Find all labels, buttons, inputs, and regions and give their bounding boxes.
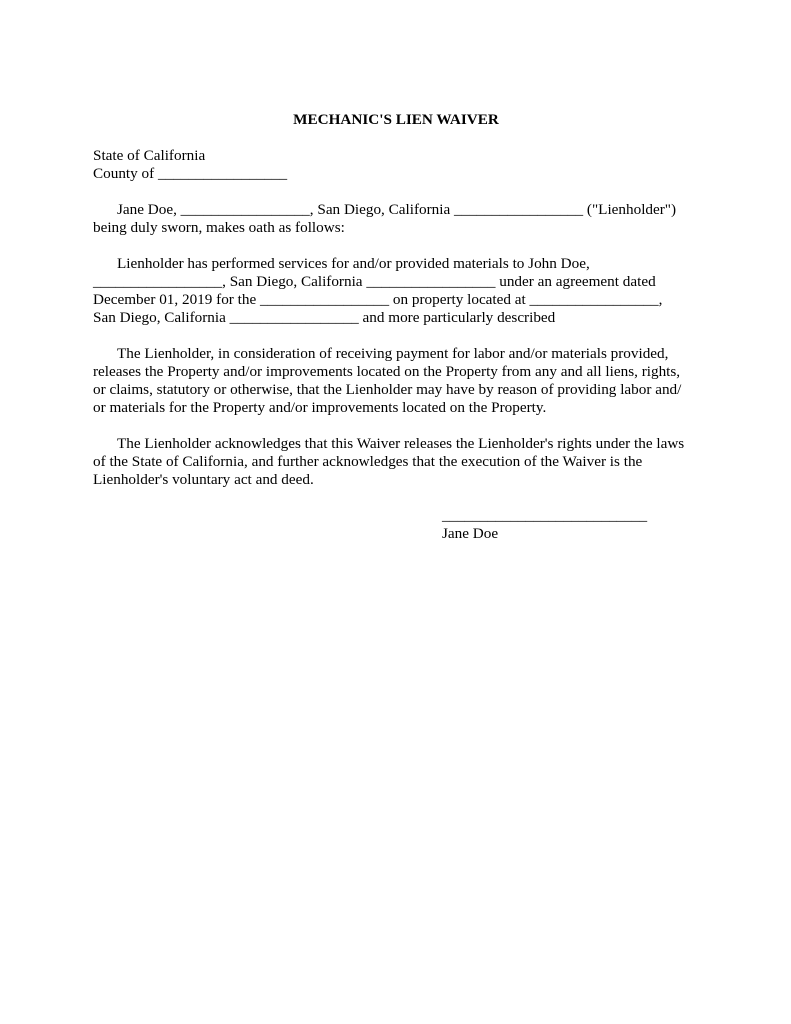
paragraph-services	[93, 255, 703, 327]
paragraph-line: Jane Doe, _________________, San Diego, California _________________ ("Lienholder")	[117, 201, 677, 218]
paragraph-line: San Diego, California _________________ and more particularly described	[93, 309, 556, 326]
paragraph-line: releases the Property and/or improvements located on the Property from any and all liens, rights,	[93, 363, 681, 380]
paragraph-line: Lienholder's voluntary act and deed.	[93, 471, 314, 488]
paragraph-acknowledgment	[93, 435, 703, 489]
signer-name: Jane Doe	[442, 525, 499, 542]
paragraph-line: being duly sworn, makes oath as follows:	[93, 219, 345, 236]
paragraph-release	[93, 345, 703, 417]
signature-line: ___________________________	[442, 507, 648, 524]
document-page	[93, 111, 703, 542]
paragraph-line: Lienholder has performed services for and/or provided materials to John Doe,	[117, 255, 590, 272]
paragraph-line: _________________, San Diego, California _________________ under an agreement dated	[93, 273, 656, 290]
paragraph-oath	[93, 201, 703, 237]
signature-block	[442, 507, 682, 543]
paragraph-line: The Lienholder acknowledges that this Waiver releases the Lienholder's rights under the laws	[117, 435, 685, 452]
venue-block	[93, 147, 703, 183]
document-title: MECHANIC'S LIEN WAIVER	[293, 111, 499, 128]
paragraph-line: of the State of California, and further acknowledges that the execution of the Waiver is the	[93, 453, 643, 470]
paragraph-line: or claims, statutory or otherwise, that the Lienholder may have by reason of providing labor and/	[93, 381, 682, 398]
venue-county: County of _________________	[93, 165, 288, 182]
paragraph-line: December 01, 2019 for the _________________ on property located at _________________,	[93, 291, 663, 308]
paragraph-line: The Lienholder, in consideration of receiving payment for labor and/or materials provided,	[117, 345, 669, 362]
venue-state: State of California	[93, 147, 206, 164]
paragraph-line: or materials for the Property and/or improvements located on the Property.	[93, 399, 547, 416]
